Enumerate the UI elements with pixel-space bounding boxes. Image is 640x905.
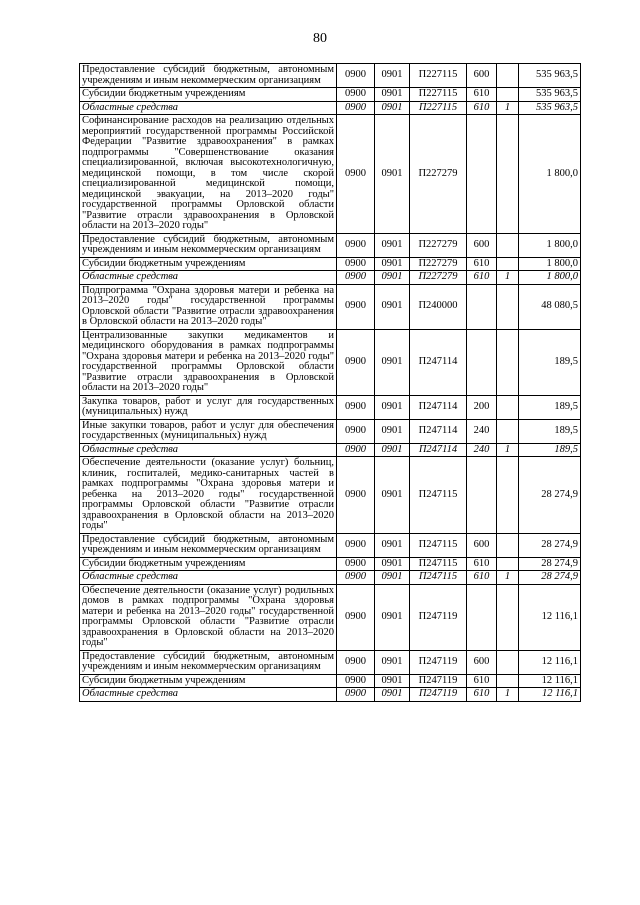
row-name-cell: Обеспечение деятельности (оказание услуг) родильных домов в рамках подпрограммы "Охрана здоровья матери и ребенка на 2013–2020 годы" государственной программы Орловской области "Развитие отрасли здравоохранения в Орловской области на 2013–2020 годы"	[80, 584, 337, 650]
section-code-cell: 0900	[337, 271, 375, 285]
table-row	[80, 674, 581, 688]
subsection-code-cell: 0901	[375, 457, 410, 534]
amount-cell: 535 963,5	[519, 64, 581, 88]
target-article-cell: П227279	[410, 271, 467, 285]
funding-source-cell	[497, 115, 519, 234]
amount-cell: 28 274,9	[519, 457, 581, 534]
funding-source-cell: 1	[497, 101, 519, 115]
amount-cell: 189,5	[519, 395, 581, 419]
section-code-cell: 0900	[337, 419, 375, 443]
funding-source-cell	[497, 674, 519, 688]
expense-type-cell: 610	[467, 557, 497, 571]
expense-type-cell: 600	[467, 233, 497, 257]
target-article-cell: П247119	[410, 584, 467, 650]
subsection-code-cell: 0901	[375, 688, 410, 702]
section-code-cell: 0900	[337, 284, 375, 329]
subsection-code-cell: 0901	[375, 284, 410, 329]
target-article-cell: П227279	[410, 257, 467, 271]
target-article-cell: П247115	[410, 457, 467, 534]
target-article-cell: П227279	[410, 233, 467, 257]
subsection-code-cell: 0901	[375, 271, 410, 285]
page-number: 80	[313, 31, 327, 46]
table-row	[80, 329, 581, 395]
target-article-cell: П247119	[410, 674, 467, 688]
row-name-cell: Предоставление субсидий бюджетным, автономным учреждениям и иным некоммерческим организациям	[80, 533, 337, 557]
expense-type-cell: 610	[467, 571, 497, 585]
row-name-cell: Областные средства	[80, 443, 337, 457]
row-name-cell: Областные средства	[80, 271, 337, 285]
expense-type-cell: 600	[467, 650, 497, 674]
expense-type-cell	[467, 115, 497, 234]
expense-type-cell: 610	[467, 688, 497, 702]
amount-cell: 28 274,9	[519, 557, 581, 571]
table-row	[80, 115, 581, 234]
budget-table	[79, 63, 581, 702]
row-name-cell: Субсидии бюджетным учреждениям	[80, 257, 337, 271]
expense-type-cell	[467, 284, 497, 329]
funding-source-cell: 1	[497, 271, 519, 285]
target-article-cell: П227279	[410, 115, 467, 234]
subsection-code-cell: 0901	[375, 650, 410, 674]
target-article-cell: П227115	[410, 64, 467, 88]
expense-type-cell: 610	[467, 88, 497, 102]
amount-cell: 1 800,0	[519, 115, 581, 234]
row-name-cell: Областные средства	[80, 688, 337, 702]
amount-cell: 189,5	[519, 419, 581, 443]
funding-source-cell	[497, 584, 519, 650]
subsection-code-cell: 0901	[375, 233, 410, 257]
amount-cell: 48 080,5	[519, 284, 581, 329]
funding-source-cell	[497, 64, 519, 88]
row-name-cell: Областные средства	[80, 571, 337, 585]
subsection-code-cell: 0901	[375, 329, 410, 395]
table-row	[80, 571, 581, 585]
amount-cell: 28 274,9	[519, 533, 581, 557]
section-code-cell: 0900	[337, 457, 375, 534]
funding-source-cell	[497, 395, 519, 419]
table-row	[80, 257, 581, 271]
subsection-code-cell: 0901	[375, 419, 410, 443]
row-name-cell: Подпрограмма "Охрана здоровья матери и ребенка на 2013–2020 годы" государственной программы Орловской области "Развитие отрасли здравоохранения в Орловской области на 2013–2020 годы"	[80, 284, 337, 329]
target-article-cell: П247115	[410, 571, 467, 585]
subsection-code-cell: 0901	[375, 101, 410, 115]
target-article-cell: П240000	[410, 284, 467, 329]
row-name-cell: Централизованные закупки медикаментов и медицинского оборудования в рамках подпрограммы "Охрана здоровья матери и ребенка на 2013–2020 годы" государственной программы Орловской области "Развитие отрасли здравоохранения в Орловской области на 2013–2020 годы"	[80, 329, 337, 395]
funding-source-cell: 1	[497, 688, 519, 702]
row-name-cell: Обеспечение деятельности (оказание услуг) больниц, клиник, госпиталей, медико-санитарных частей в рамках подпрограммы "Охрана здоровья матери и ребенка на 2013–2020 годы" государственной программы Орловской области "Развитие отрасли здравоохранения в Орловской области на 2013–2020 годы"	[80, 457, 337, 534]
table-row	[80, 688, 581, 702]
row-name-cell: Иные закупки товаров, работ и услуг для обеспечения государственных (муниципальных) нужд	[80, 419, 337, 443]
subsection-code-cell: 0901	[375, 584, 410, 650]
section-code-cell: 0900	[337, 329, 375, 395]
amount-cell: 535 963,5	[519, 101, 581, 115]
row-name-cell: Субсидии бюджетным учреждениям	[80, 674, 337, 688]
funding-source-cell	[497, 419, 519, 443]
subsection-code-cell: 0901	[375, 557, 410, 571]
amount-cell: 189,5	[519, 329, 581, 395]
section-code-cell: 0900	[337, 533, 375, 557]
section-code-cell: 0900	[337, 257, 375, 271]
table-row	[80, 101, 581, 115]
section-code-cell: 0900	[337, 443, 375, 457]
section-code-cell: 0900	[337, 233, 375, 257]
target-article-cell: П247114	[410, 329, 467, 395]
section-code-cell: 0900	[337, 115, 375, 234]
subsection-code-cell: 0901	[375, 395, 410, 419]
table-row	[80, 557, 581, 571]
table-body	[80, 64, 581, 702]
table-row	[80, 88, 581, 102]
target-article-cell: П227115	[410, 88, 467, 102]
section-code-cell: 0900	[337, 64, 375, 88]
section-code-cell: 0900	[337, 571, 375, 585]
row-name-cell: Предоставление субсидий бюджетным, автономным учреждениям и иным некоммерческим организациям	[80, 64, 337, 88]
amount-cell: 28 274,9	[519, 571, 581, 585]
table-row	[80, 650, 581, 674]
row-name-cell: Предоставление субсидий бюджетным, автономным учреждениям и иным некоммерческим организациям	[80, 233, 337, 257]
table-row	[80, 233, 581, 257]
subsection-code-cell: 0901	[375, 64, 410, 88]
amount-cell: 12 116,1	[519, 650, 581, 674]
row-name-cell: Субсидии бюджетным учреждениям	[80, 557, 337, 571]
expense-type-cell: 600	[467, 533, 497, 557]
row-name-cell: Областные средства	[80, 101, 337, 115]
section-code-cell: 0900	[337, 557, 375, 571]
expense-type-cell	[467, 457, 497, 534]
row-name-cell: Субсидии бюджетным учреждениям	[80, 88, 337, 102]
target-article-cell: П227115	[410, 101, 467, 115]
expense-type-cell: 240	[467, 419, 497, 443]
row-name-cell: Софинансирование расходов на реализацию отдельных мероприятий государственной программы Российской Федерации "Развитие здравоохранения" в рамках подпрограммы "Совершенствование оказания специализированной, включая высокотехнологичную, медицинской помощи, в том числе скорой специализированной медицинской помощи, медицинской эвакуации, на 2013–2020 годы" государственной программы Орловской области "Развитие отрасли здравоохранения в Орловской области на 2013–2020 годы"	[80, 115, 337, 234]
funding-source-cell	[497, 284, 519, 329]
section-code-cell: 0900	[337, 101, 375, 115]
row-name-cell: Закупка товаров, работ и услуг для государственных (муниципальных) нужд	[80, 395, 337, 419]
table-row	[80, 457, 581, 534]
amount-cell: 12 116,1	[519, 674, 581, 688]
table-row	[80, 271, 581, 285]
target-article-cell: П247114	[410, 419, 467, 443]
target-article-cell: П247114	[410, 395, 467, 419]
table-row	[80, 395, 581, 419]
expense-type-cell	[467, 329, 497, 395]
amount-cell: 1 800,0	[519, 257, 581, 271]
table-row	[80, 419, 581, 443]
target-article-cell: П247115	[410, 557, 467, 571]
funding-source-cell	[497, 457, 519, 534]
expense-type-cell: 600	[467, 64, 497, 88]
subsection-code-cell: 0901	[375, 115, 410, 234]
expense-type-cell: 610	[467, 271, 497, 285]
table-row	[80, 533, 581, 557]
table-row	[80, 443, 581, 457]
funding-source-cell	[497, 650, 519, 674]
row-name-cell: Предоставление субсидий бюджетным, автономным учреждениям и иным некоммерческим организациям	[80, 650, 337, 674]
funding-source-cell	[497, 557, 519, 571]
target-article-cell: П247114	[410, 443, 467, 457]
amount-cell: 12 116,1	[519, 688, 581, 702]
expense-type-cell: 200	[467, 395, 497, 419]
section-code-cell: 0900	[337, 650, 375, 674]
funding-source-cell	[497, 88, 519, 102]
section-code-cell: 0900	[337, 584, 375, 650]
funding-source-cell: 1	[497, 571, 519, 585]
table-row	[80, 584, 581, 650]
funding-source-cell	[497, 533, 519, 557]
section-code-cell: 0900	[337, 674, 375, 688]
funding-source-cell: 1	[497, 443, 519, 457]
funding-source-cell	[497, 329, 519, 395]
subsection-code-cell: 0901	[375, 257, 410, 271]
target-article-cell: П247115	[410, 533, 467, 557]
funding-source-cell	[497, 233, 519, 257]
expense-type-cell: 610	[467, 257, 497, 271]
section-code-cell: 0900	[337, 688, 375, 702]
expense-type-cell	[467, 584, 497, 650]
subsection-code-cell: 0901	[375, 674, 410, 688]
amount-cell: 1 800,0	[519, 233, 581, 257]
table-row	[80, 64, 581, 88]
subsection-code-cell: 0901	[375, 533, 410, 557]
amount-cell: 189,5	[519, 443, 581, 457]
table-row	[80, 284, 581, 329]
subsection-code-cell: 0901	[375, 571, 410, 585]
amount-cell: 1 800,0	[519, 271, 581, 285]
funding-source-cell	[497, 257, 519, 271]
expense-type-cell: 610	[467, 101, 497, 115]
subsection-code-cell: 0901	[375, 88, 410, 102]
expense-type-cell: 610	[467, 674, 497, 688]
subsection-code-cell: 0901	[375, 443, 410, 457]
amount-cell: 535 963,5	[519, 88, 581, 102]
amount-cell: 12 116,1	[519, 584, 581, 650]
target-article-cell: П247119	[410, 688, 467, 702]
section-code-cell: 0900	[337, 395, 375, 419]
target-article-cell: П247119	[410, 650, 467, 674]
expense-type-cell: 240	[467, 443, 497, 457]
section-code-cell: 0900	[337, 88, 375, 102]
